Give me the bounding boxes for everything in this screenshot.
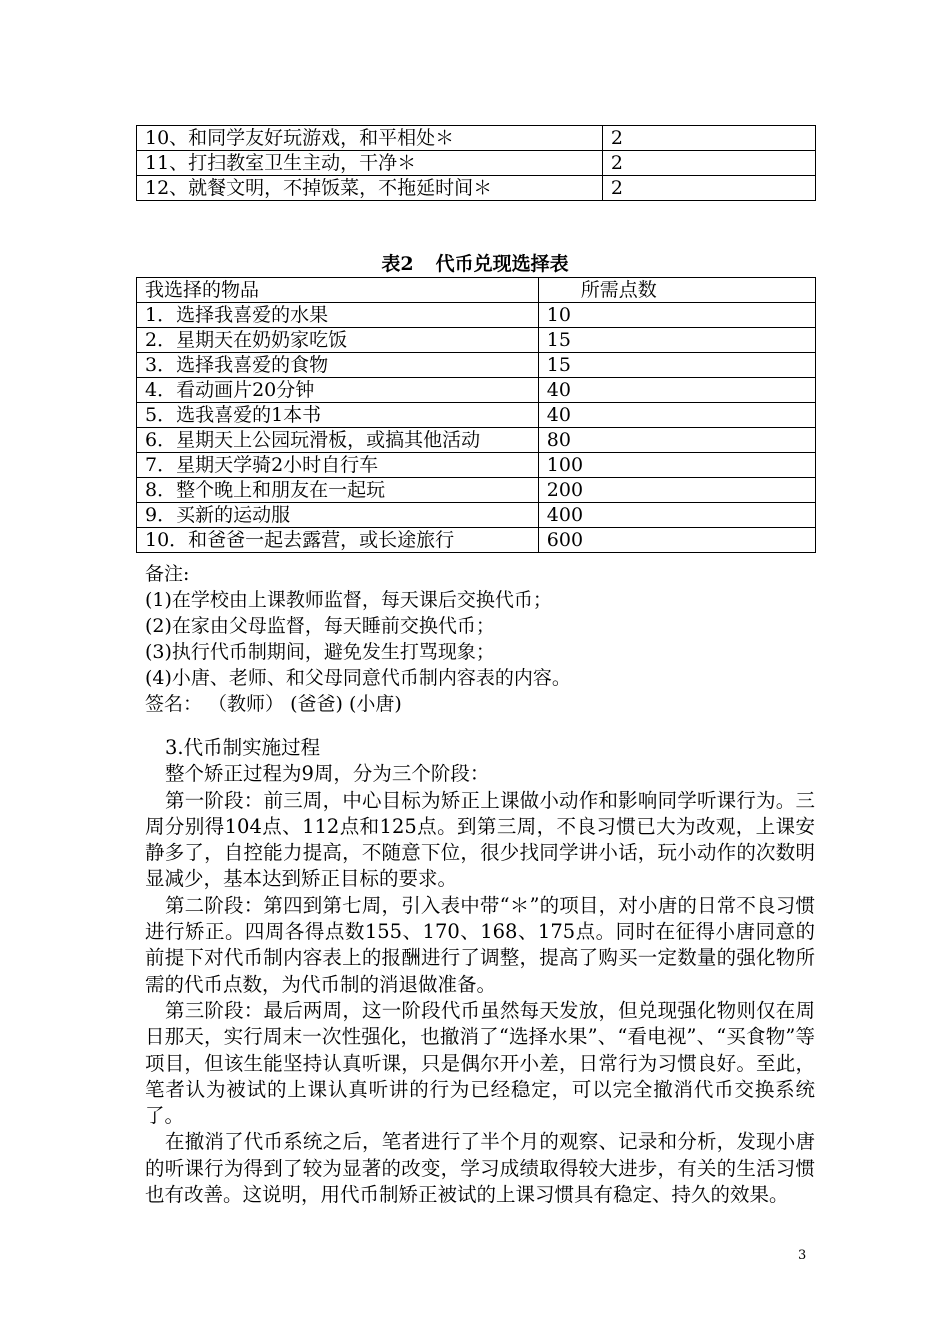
table-cell-item: 7．星期天学骑2小时自行车 xyxy=(137,453,539,478)
table-header-row xyxy=(137,278,816,303)
note-item: (2)在家由父母监督，每天睡前交换代币； xyxy=(145,615,495,637)
token-exchange-table xyxy=(136,277,816,553)
paragraph: 整个矫正过程为9周，分为三个阶段： xyxy=(165,762,490,786)
table-cell-points: 400 xyxy=(538,503,815,528)
note-item: (4)小唐、老师、和父母同意代币制内容表的内容。 xyxy=(145,667,571,689)
table-cell-item: 2．星期天在奶奶家吃饭 xyxy=(137,328,539,353)
table-row xyxy=(137,378,816,403)
table-cell-item: 6．星期天上公园玩滑板，或搞其他活动 xyxy=(137,428,539,453)
table-cell-points: 2 xyxy=(602,126,815,151)
table-cell-item: 5．选我喜爱的1本书 xyxy=(137,403,539,428)
note-item: (1)在学校由上课教师监督，每天课后交换代币； xyxy=(145,589,552,611)
table-cell-points: 600 xyxy=(538,528,815,553)
table-cell-item: 3．选择我喜爱的食物 xyxy=(137,353,539,378)
table-cell-points: 200 xyxy=(538,478,815,503)
table-row xyxy=(137,126,816,151)
table2-title xyxy=(0,252,950,276)
note-item: (3)执行代币制期间，避免发生打骂现象； xyxy=(145,641,495,663)
table-cell-points: 2 xyxy=(602,176,815,201)
table-cell-points: 2 xyxy=(602,151,815,176)
table-cell-item: 4．看动画片20分钟 xyxy=(137,378,539,403)
table-cell-item: 10．和爸爸一起去露营，或长途旅行 xyxy=(137,528,539,553)
table-cell-points: 80 xyxy=(538,428,815,453)
table-row xyxy=(137,328,816,353)
table-cell-item: 1．选择我喜爱的水果 xyxy=(137,303,539,328)
table-cell-points: 100 xyxy=(538,453,815,478)
table-row xyxy=(137,478,816,503)
table2-title-number: 表2 xyxy=(381,253,414,275)
table-cell-item: 11、打扫教室卫生主动，干净＊ xyxy=(137,151,603,176)
table-row xyxy=(137,428,816,453)
notes-section xyxy=(145,561,815,717)
reward-items-table xyxy=(136,125,816,201)
table-cell-points: 15 xyxy=(538,328,815,353)
table-row xyxy=(137,453,816,478)
paragraph: 第三阶段：最后两周，这一阶段代币虽然每天发放，但兑现强化物则仅在周日那天，实行周末一次性强化，也撤消了“选择水果”、“看电视”、“买食物”等项目，但该生能坚持认真听课，只是偶尔开小差，日常行为习惯良好。至此，笔者认为被试的上课认真听讲的行为已经稳定，可以完全撤消代币交换系统了。 xyxy=(145,998,815,1128)
table-row xyxy=(137,403,816,428)
section-heading: 3.代币制实施过程 xyxy=(165,736,321,759)
table-header-item: 我选择的物品 xyxy=(137,278,539,303)
paragraph: 在撤消了代币系统之后，笔者进行了半个月的观察、记录和分析，发现小唐的听课行为得到了较为显著的改变，学习成绩取得较大进步，有关的生活习惯也有改善。这说明，用代币制矫正被试的上课习惯具有稳定、持久的效果。 xyxy=(145,1130,815,1207)
table-cell-item: 12、就餐文明，不掉饭菜，不拖延时间＊ xyxy=(137,176,603,201)
table-row xyxy=(137,503,816,528)
table-cell-item: 8．整个晚上和朋友在一起玩 xyxy=(137,478,539,503)
table-cell-points: 10 xyxy=(538,303,815,328)
implementation-section xyxy=(145,735,815,1208)
page-number: 3 xyxy=(798,1248,807,1263)
signature-line: 签名： （教师） (爸爸) (小唐) xyxy=(145,693,402,715)
table-row xyxy=(137,303,816,328)
paragraph: 第一阶段：前三周，中心目标为矫正上课做小动作和影响同学听课行为。三周分别得104点、112点和125点。到第三周，不良习惯已大为改观，上课安静多了，自控能力提高，不随意下位，很少找同学讲小话，玩小动作的次数明显减少，基本达到矫正目标的要求。 xyxy=(145,788,815,891)
table-row xyxy=(137,151,816,176)
table-header-points: 所需点数 xyxy=(538,278,815,303)
table-cell-item: 10、和同学友好玩游戏，和平相处＊ xyxy=(137,126,603,151)
table-row xyxy=(137,176,816,201)
table-cell-item: 9．买新的运动服 xyxy=(137,503,539,528)
table-row xyxy=(137,353,816,378)
table-cell-points: 40 xyxy=(538,378,815,403)
table2-title-text: 代币兑现选择表 xyxy=(435,253,569,275)
table-cell-points: 15 xyxy=(538,353,815,378)
table-row xyxy=(137,528,816,553)
notes-heading: 备注: xyxy=(145,563,190,585)
paragraph: 第二阶段：第四到第七周，引入表中带“＊”的项目，对小唐的日常不良习惯进行矫正。四周各得点数155、170、168、175点。同时在征得小唐同意的前提下对代币制内容表上的报酬进行了调整，提高了购买一定数量的强化物所需的代币点数，为代币制的消退做准备。 xyxy=(145,893,815,996)
table-cell-points: 40 xyxy=(538,403,815,428)
